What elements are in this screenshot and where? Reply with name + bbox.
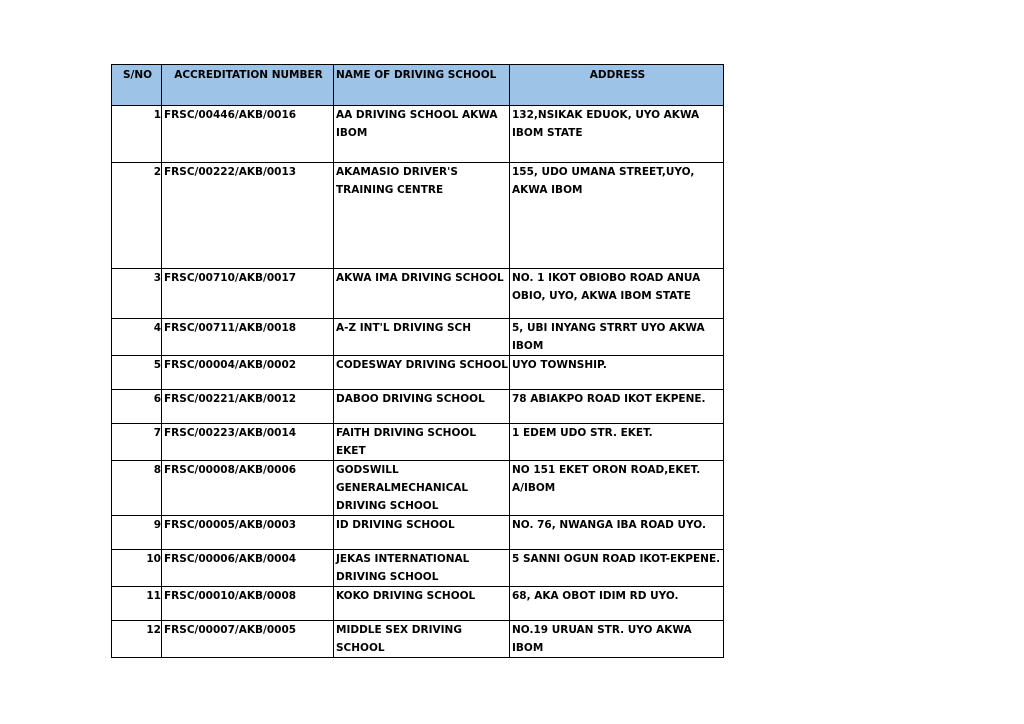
cell-sno: 11: [112, 587, 162, 621]
cell-accreditation: FRSC/00004/AKB/0002: [162, 356, 334, 390]
cell-address: 155, UDO UMANA STREET,UYO, AKWA IBOM: [510, 163, 724, 269]
cell-sno: 9: [112, 516, 162, 550]
cell-accreditation: FRSC/00007/AKB/0005: [162, 621, 334, 658]
cell-sno: 1: [112, 106, 162, 163]
cell-accreditation: FRSC/00446/AKB/0016: [162, 106, 334, 163]
cell-sno: 2: [112, 163, 162, 269]
cell-school-name: MIDDLE SEX DRIVING SCHOOL: [334, 621, 510, 658]
cell-address: NO.19 URUAN STR. UYO AKWA IBOM: [510, 621, 724, 658]
cell-address: UYO TOWNSHIP.: [510, 356, 724, 390]
table-row: [112, 424, 724, 461]
cell-accreditation: FRSC/00222/AKB/0013: [162, 163, 334, 269]
table-row: [112, 621, 724, 658]
cell-sno: 3: [112, 269, 162, 319]
cell-accreditation: FRSC/00710/AKB/0017: [162, 269, 334, 319]
cell-school-name: FAITH DRIVING SCHOOL EKET: [334, 424, 510, 461]
cell-school-name: ID DRIVING SCHOOL: [334, 516, 510, 550]
cell-accreditation: FRSC/00010/AKB/0008: [162, 587, 334, 621]
cell-school-name: DABOO DRIVING SCHOOL: [334, 390, 510, 424]
cell-address: 5, UBI INYANG STRRT UYO AKWA IBOM: [510, 319, 724, 356]
cell-accreditation: FRSC/00223/AKB/0014: [162, 424, 334, 461]
table-row: [112, 356, 724, 390]
cell-school-name: AKAMASIO DRIVER'S TRAINING CENTRE: [334, 163, 510, 269]
table-row: [112, 269, 724, 319]
cell-school-name: KOKO DRIVING SCHOOL: [334, 587, 510, 621]
cell-sno: 12: [112, 621, 162, 658]
cell-address: NO 151 EKET ORON ROAD,EKET. A/IBOM: [510, 461, 724, 516]
table-row: [112, 550, 724, 587]
table-row: [112, 516, 724, 550]
cell-address: 78 ABIAKPO ROAD IKOT EKPENE.: [510, 390, 724, 424]
cell-sno: 10: [112, 550, 162, 587]
cell-address: 1 EDEM UDO STR. EKET.: [510, 424, 724, 461]
cell-accreditation: FRSC/00008/AKB/0006: [162, 461, 334, 516]
table-row: [112, 587, 724, 621]
header-sno: S/NO: [112, 65, 162, 106]
table-header-row: [112, 65, 724, 106]
cell-address: 132,NSIKAK EDUOK, UYO AKWA IBOM STATE: [510, 106, 724, 163]
table-row: [112, 319, 724, 356]
cell-school-name: JEKAS INTERNATIONAL DRIVING SCHOOL: [334, 550, 510, 587]
cell-sno: 8: [112, 461, 162, 516]
cell-school-name: A-Z INT'L DRIVING SCH: [334, 319, 510, 356]
cell-school-name: GODSWILL GENERALMECHANICAL DRIVING SCHOOL: [334, 461, 510, 516]
cell-accreditation: FRSC/00005/AKB/0003: [162, 516, 334, 550]
table-row: [112, 461, 724, 516]
cell-address: 68, AKA OBOT IDIM RD UYO.: [510, 587, 724, 621]
cell-school-name: AKWA IMA DRIVING SCHOOL: [334, 269, 510, 319]
cell-accreditation: FRSC/00221/AKB/0012: [162, 390, 334, 424]
cell-school-name: CODESWAY DRIVING SCHOOL: [334, 356, 510, 390]
cell-sno: 7: [112, 424, 162, 461]
header-school-name: NAME OF DRIVING SCHOOL: [334, 65, 510, 106]
cell-sno: 4: [112, 319, 162, 356]
header-accreditation-number: ACCREDITATION NUMBER: [162, 65, 334, 106]
cell-address: NO. 1 IKOT OBIOBO ROAD ANUA OBIO, UYO, AKWA IBOM STATE: [510, 269, 724, 319]
cell-school-name: AA DRIVING SCHOOL AKWA IBOM: [334, 106, 510, 163]
table-row: [112, 163, 724, 269]
cell-address: NO. 76, NWANGA IBA ROAD UYO.: [510, 516, 724, 550]
table-row: [112, 106, 724, 163]
table-row: [112, 390, 724, 424]
cell-accreditation: FRSC/00711/AKB/0018: [162, 319, 334, 356]
cell-accreditation: FRSC/00006/AKB/0004: [162, 550, 334, 587]
cell-sno: 5: [112, 356, 162, 390]
driving-schools-table: [111, 64, 724, 658]
cell-sno: 6: [112, 390, 162, 424]
cell-address: 5 SANNI OGUN ROAD IKOT-EKPENE.: [510, 550, 724, 587]
header-address: ADDRESS: [510, 65, 724, 106]
